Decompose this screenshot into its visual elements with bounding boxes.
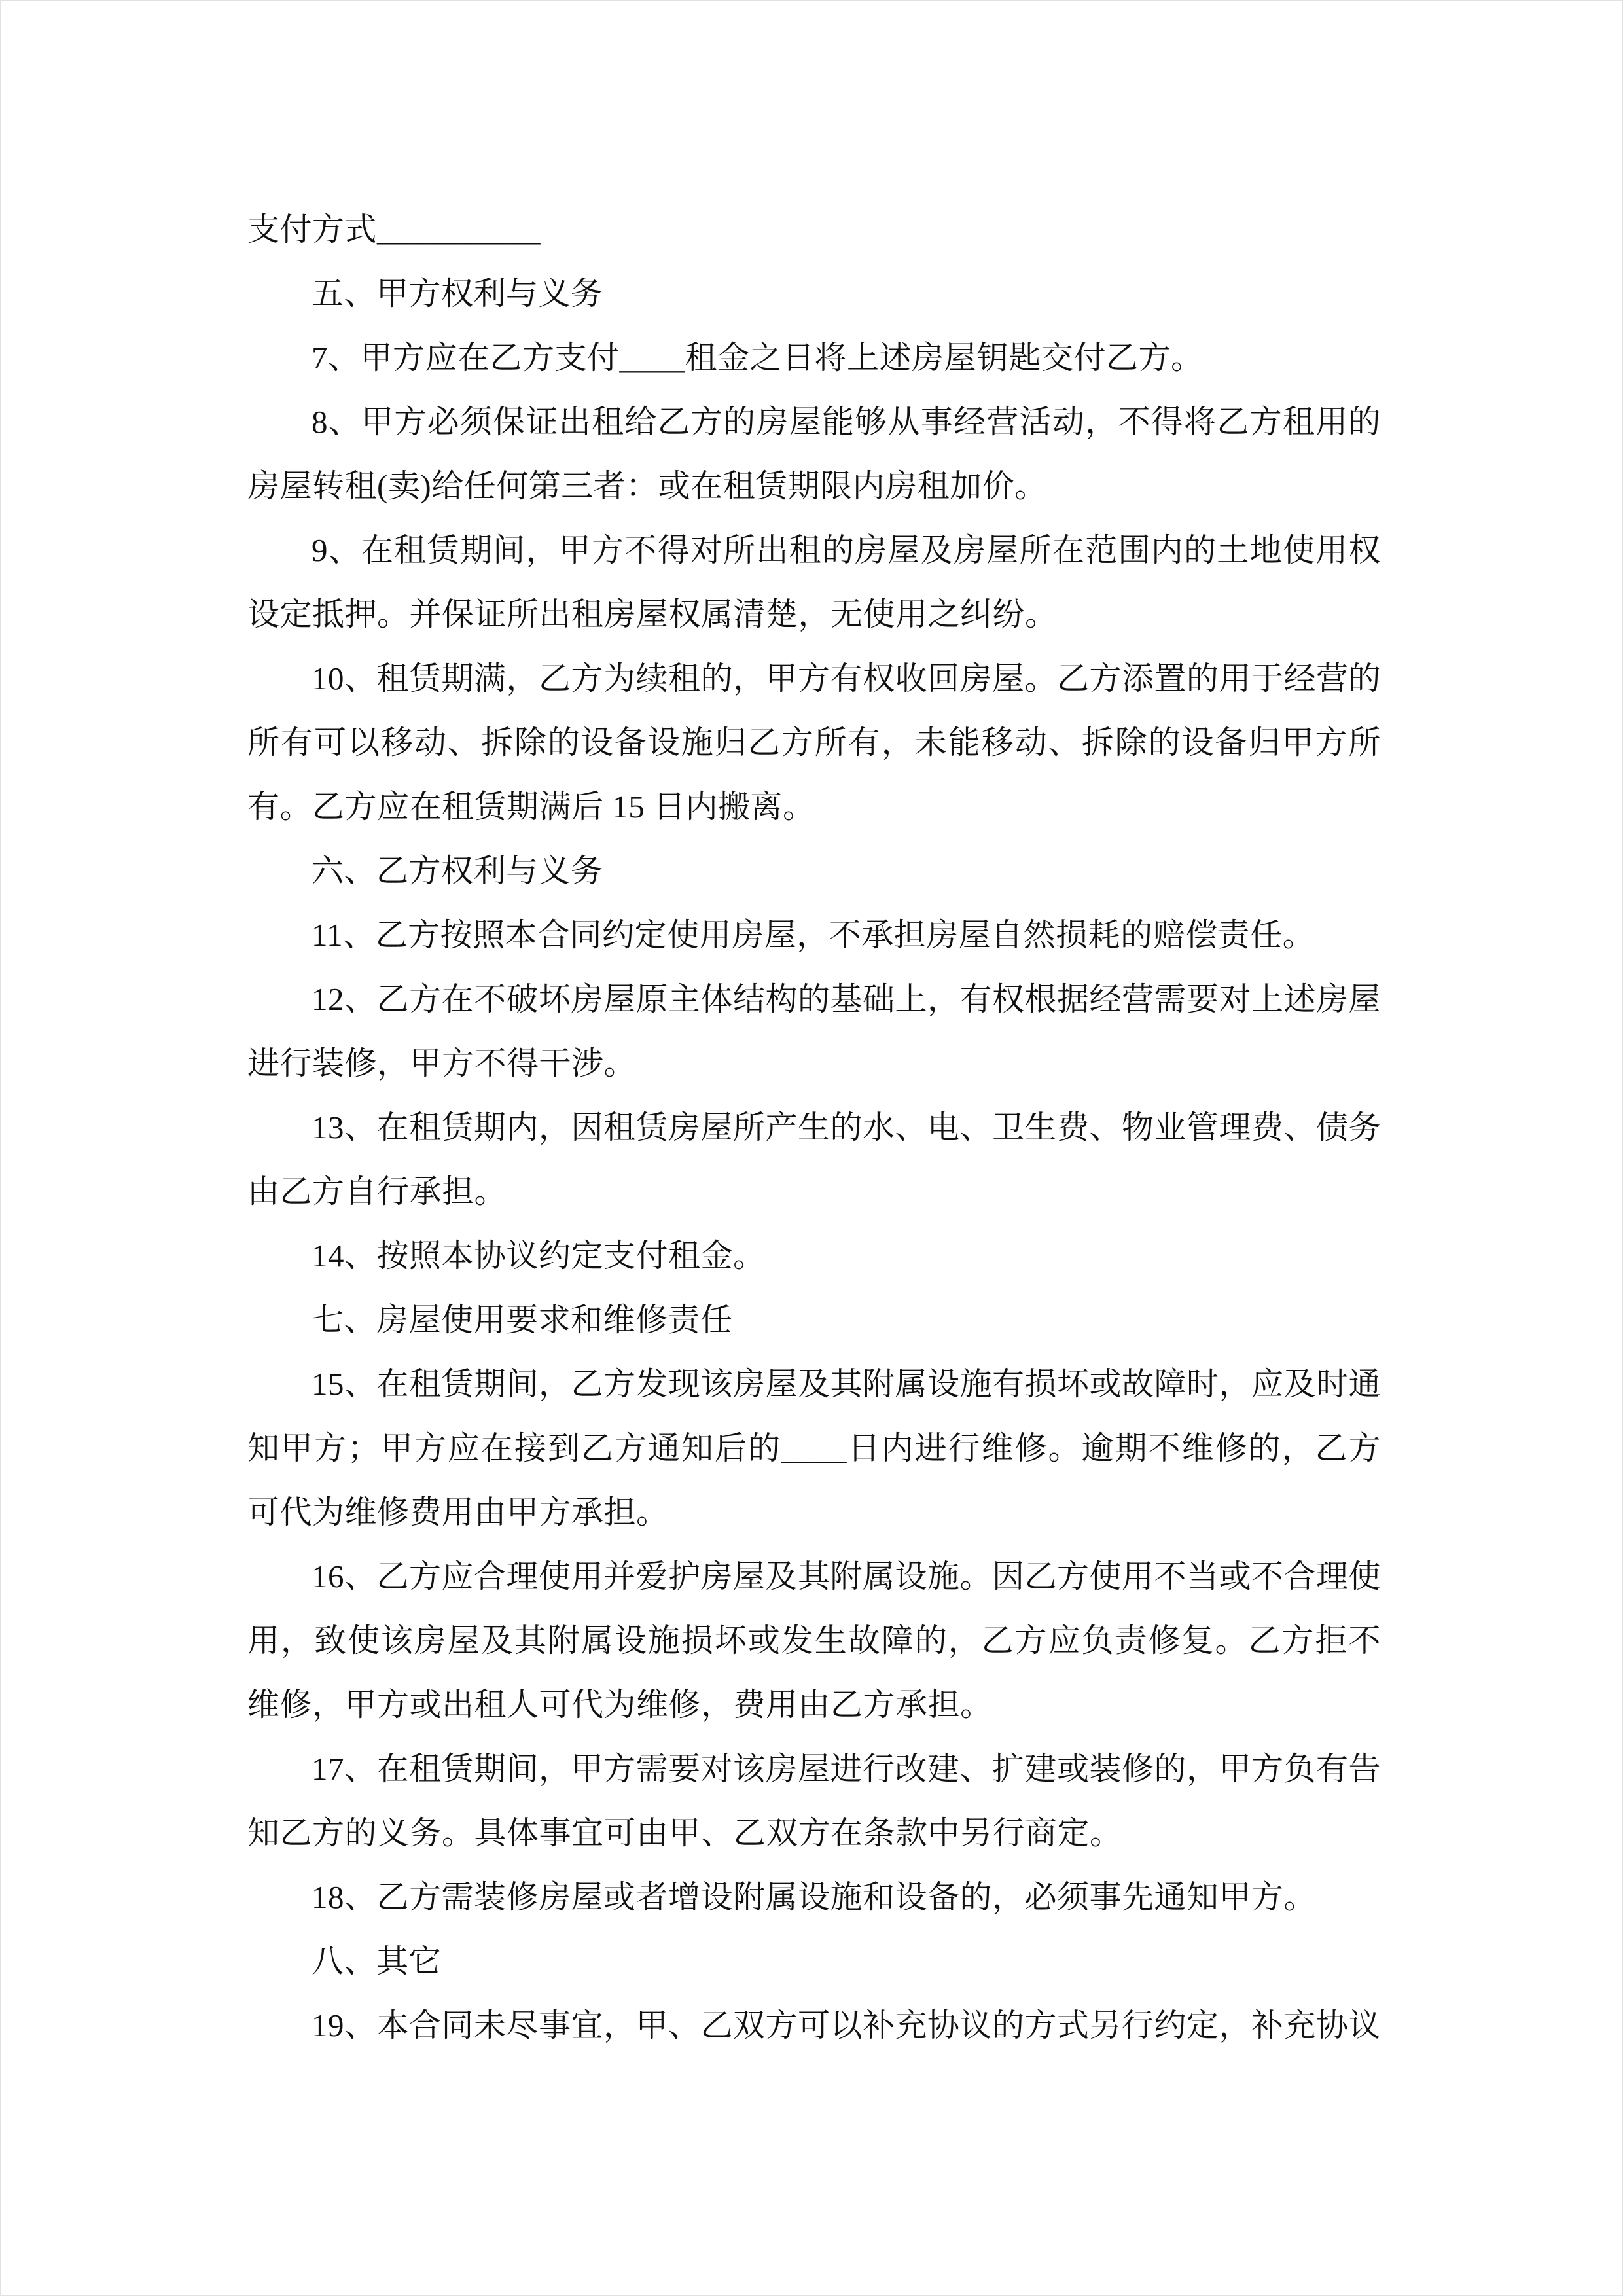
clause-8: 8、甲方必须保证出租给乙方的房屋能够从事经营活动，不得将乙方租用的房屋转租(卖)给任何第三者：或在租赁期限内房租加价。 <box>247 404 1381 504</box>
clause-11: 11、乙方按照本合同约定使用房屋，不承担房屋自然损耗的赔偿责任。 <box>312 917 1315 953</box>
section-heading-8: 八、其它 <box>312 1943 442 1979</box>
clause-17: 17、在租赁期间，甲方需要对该房屋进行改建、扩建或装修的，甲方负有告知乙方的义务。具体事宜可由甲、乙双方在条款中另行商定。 <box>247 1751 1382 1851</box>
clause-7: 7、甲方应在乙方支付____租金之日将上述房屋钥匙交付乙方。 <box>312 340 1204 376</box>
clause-18: 18、乙方需装修房屋或者增设附属设施和设备的，必须事先通知甲方。 <box>312 1879 1317 1915</box>
section-heading-5: 五、甲方权利与义务 <box>312 276 603 312</box>
clause-14: 14、按照本协议约定支付租金。 <box>312 1238 766 1274</box>
section-heading-7: 七、房屋使用要求和维修责任 <box>312 1302 733 1338</box>
clause-15: 15、在租赁期间，乙方发现该房屋及其附属设施有损坏或故障时，应及时通知甲方；甲方应在接到乙方通知后的____日内进行维修。逾期不维修的，乙方可代为维修费用由甲方承担。 <box>247 1366 1382 1530</box>
document-body <box>247 198 1381 2058</box>
clause-19: 19、本合同未尽事宜，甲、乙双方可以补充协议的方式另行约定，补充协议 <box>312 2007 1382 2043</box>
clause-16: 16、乙方应合理使用并爱护房屋及其附属设施。因乙方使用不当或不合理使用，致使该房屋及其附属设施损坏或发生故障的，乙方应负责修复。乙方拒不维修，甲方或出租人可代为维修，费用由乙方承担。 <box>247 1558 1382 1723</box>
clause-13: 13、在租赁期内，因租赁房屋所产生的水、电、卫生费、物业管理费、债务由乙方自行承担。 <box>247 1109 1382 1210</box>
clause-9: 9、在租赁期间，甲方不得对所出租的房屋及房屋所在范围内的土地使用权设定抵押。并保证所出租房屋权属清楚，无使用之纠纷。 <box>247 532 1381 632</box>
section-heading-6: 六、乙方权利与义务 <box>312 853 603 889</box>
clause-12: 12、乙方在不破坏房屋原主体结构的基础上，有权根据经营需要对上述房屋进行装修，甲方不得干涉。 <box>247 981 1382 1081</box>
payment-method-line: 支付方式__________ <box>247 211 541 247</box>
clause-10: 10、租赁期满，乙方为续租的，甲方有权收回房屋。乙方添置的用于经营的所有可以移动、拆除的设备设施归乙方所有，未能移动、拆除的设备归甲方所有。乙方应在租赁期满后 15 日内搬离。 <box>247 660 1382 825</box>
